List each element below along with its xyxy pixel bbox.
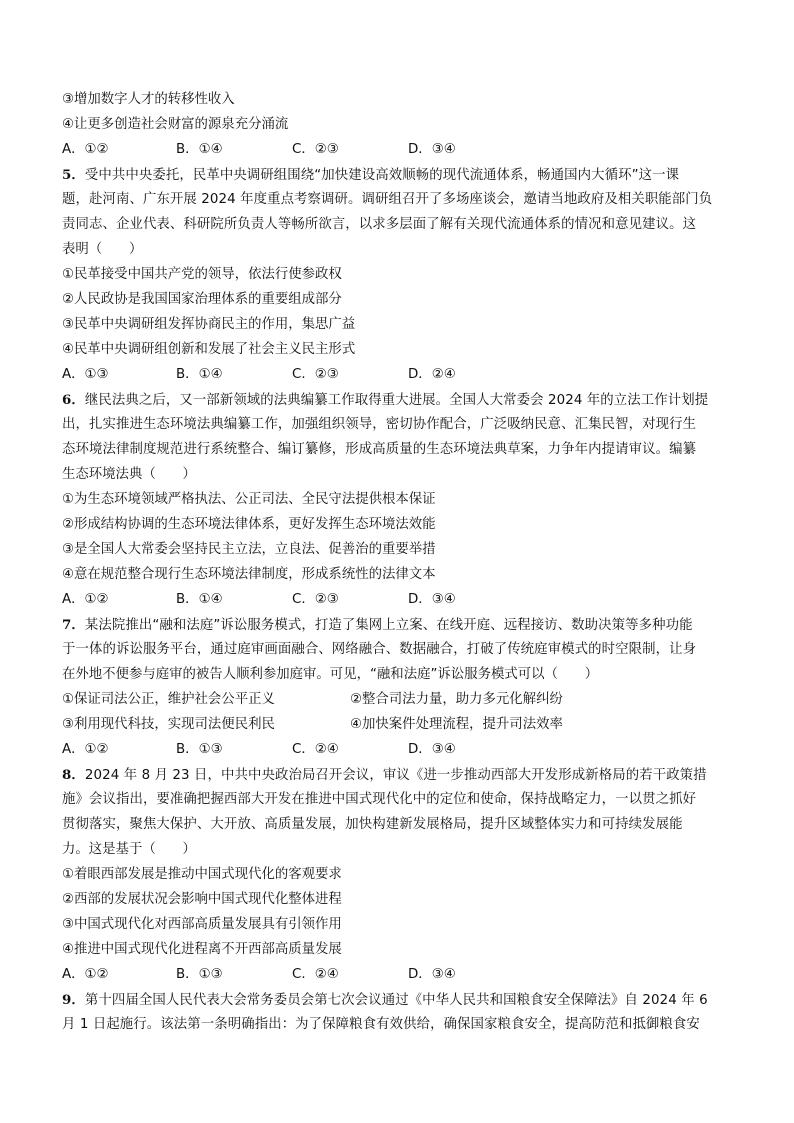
- question-8-stem-line-4: 力。这是基于（ ）: [62, 842, 196, 857]
- question-7-stem-line-1: 7．某法院推出“融和法庭”诉讼服务模式，打造了集网上立案、在线开庭、远程接访、数助决策等多种功能: [62, 617, 693, 633]
- question-7-statement-4: ④加快案件处理流程，提升司法效率: [350, 717, 563, 732]
- question-5-stem-line-4: 表明（ ）: [62, 242, 143, 257]
- question-7-option-b[interactable]: B．①③: [176, 742, 223, 757]
- question-5-option-d[interactable]: D．②④: [408, 367, 456, 382]
- question-6-stem-line-4: 生态环境法典（ ）: [62, 467, 196, 482]
- question-5-statement-1: ①民革接受中国共产党的领导，依法行使参政权: [62, 267, 342, 282]
- question-6-option-c[interactable]: C．②③: [292, 592, 339, 607]
- question-6-option-a[interactable]: A．①②: [62, 592, 109, 607]
- question-8-statement-3: ③中国式现代化对西部高质量发展具有引领作用: [62, 917, 342, 932]
- question-5-stem-line-1: 5．受中共中央委托，民革中央调研组围绕“加快建设高效顺畅的现代流通体系，畅通国内大循环”这一课: [62, 167, 680, 183]
- question-5-statement-3: ③民革中央调研组发挥协商民主的作用，集思广益: [62, 317, 356, 332]
- question-6-option-b[interactable]: B．①④: [176, 592, 223, 607]
- question-8-stem-line-3: 贯彻落实，聚焦大保护、大开放、高质量发展，加快构建新发展格局，提升区域整体实力和可持续发展能: [62, 817, 683, 832]
- statement-3: ③增加数字人才的转移性收入: [62, 92, 235, 107]
- option-d[interactable]: D．③④: [408, 142, 456, 157]
- question-8-statement-1: ①着眼西部发展是推动中国式现代化的客观要求: [62, 867, 342, 882]
- question-5-stem-line-2: 题，赴河南、广东开展 2024 年度重点考察调研。调研组召开了多场座谈会，邀请当地政府及相关职能部门负: [62, 192, 713, 207]
- question-5-stem-line-3: 责同志、企业代表、科研院所负责人等畅所欲言，以求多层面了解有关现代流通体系的情况和意见建议。这: [62, 217, 697, 232]
- question-5-option-b[interactable]: B．①④: [176, 367, 223, 382]
- question-7-statement-1: ①保证司法公正，维护社会公平正义: [62, 692, 275, 707]
- question-6-statement-1: ①为生态环境领域严格执法、公正司法、全民守法提供根本保证: [62, 492, 436, 507]
- question-8-stem-line-1: 8．2024 年 8 月 23 日，中共中央政治局召开会议，审议《进一步推动西部大开发形成新格局的若干政策措: [62, 767, 707, 783]
- question-7-statement-2: ②整合司法力量，助力多元化解纠纷: [350, 692, 563, 707]
- question-6-statement-2: ②形成结构协调的生态环境法律体系，更好发挥生态环境法效能: [62, 517, 436, 532]
- question-6-option-d[interactable]: D．③④: [408, 592, 456, 607]
- question-5-number: 5．: [62, 167, 85, 183]
- question-7-option-a[interactable]: A．①②: [62, 742, 109, 757]
- question-6-number: 6．: [62, 392, 85, 408]
- question-7-stem-line-3: 在外地不便参与庭审的被告人顺利参加庭审。可见，“融和法庭”诉讼服务模式可以（ ）: [62, 667, 599, 682]
- question-7-option-c[interactable]: C．②④: [292, 742, 339, 757]
- option-a[interactable]: A．①②: [62, 142, 109, 157]
- question-8-statement-2: ②西部的发展状况会影响中国式现代化整体进程: [62, 892, 342, 907]
- question-8-statement-4: ④推进中国式现代化进程离不开西部高质量发展: [62, 942, 342, 957]
- question-5-option-a[interactable]: A．①③: [62, 367, 109, 382]
- question-7-statement-3: ③利用现代科技，实现司法便民利民: [62, 717, 275, 732]
- question-6-stem-line-1: 6．继民法典之后，又一部新领域的法典编纂工作取得重大进展。全国人大常委会 2024 年的立法工作计划提: [62, 392, 709, 408]
- question-6-stem-line-3: 态环境法律制度规范进行系统整合、编订纂修，形成高质量的生态环境法典草案，力争年内提请审议。编纂: [62, 442, 697, 457]
- question-8-option-c[interactable]: C．②④: [292, 967, 339, 982]
- question-5-statement-4: ④民革中央调研组创新和发展了社会主义民主形式: [62, 342, 356, 357]
- question-6-stem-line-2: 出，扎实推进生态环境法典编纂工作，加强组织领导，密切协作配合，广泛吸纳民意、汇集民智，对现行生: [62, 417, 697, 432]
- question-9-stem-line-2: 月 1 日起施行。该法第一条明确指出：为了保障粮食有效供给，确保国家粮食安全，提高防范和抵御粮食安: [62, 1017, 700, 1032]
- question-8-option-a[interactable]: A．①②: [62, 967, 109, 982]
- option-c[interactable]: C．②③: [292, 142, 339, 157]
- question-8-option-d[interactable]: D．③④: [408, 967, 456, 982]
- question-7-number: 7．: [62, 617, 85, 633]
- question-5-statement-2: ②人民政协是我国国家治理体系的重要组成部分: [62, 292, 342, 307]
- question-5-option-c[interactable]: C．②③: [292, 367, 339, 382]
- question-8-number: 8．: [62, 767, 85, 783]
- statement-4: ④让更多创造社会财富的源泉充分涌流: [62, 117, 289, 132]
- question-9-number: 9．: [62, 992, 85, 1008]
- question-6-statement-4: ④意在规范整合现行生态环境法律制度，形成系统性的法律文本: [62, 567, 436, 582]
- question-8-option-b[interactable]: B．①③: [176, 967, 223, 982]
- question-8-stem-line-2: 施》会议指出，要准确把握西部大开发在推进中国式现代化中的定位和使命，保持战略定力，一以贯之抓好: [62, 792, 697, 807]
- question-6-statement-3: ③是全国人大常委会坚持民主立法，立良法、促善治的重要举措: [62, 542, 436, 557]
- question-7-stem-line-2: 于一体的诉讼服务平台，通过庭审画面融合、网络融合、数据融合，打破了传统庭审模式的时空限制，让身: [62, 642, 697, 657]
- option-b[interactable]: B．①④: [176, 142, 223, 157]
- question-9-stem-line-1: 9．第十四届全国人民代表大会常务委员会第七次会议通过《中华人民共和国粮食安全保障法》自 2024 年 6: [62, 992, 708, 1008]
- question-7-option-d[interactable]: D．③④: [408, 742, 456, 757]
